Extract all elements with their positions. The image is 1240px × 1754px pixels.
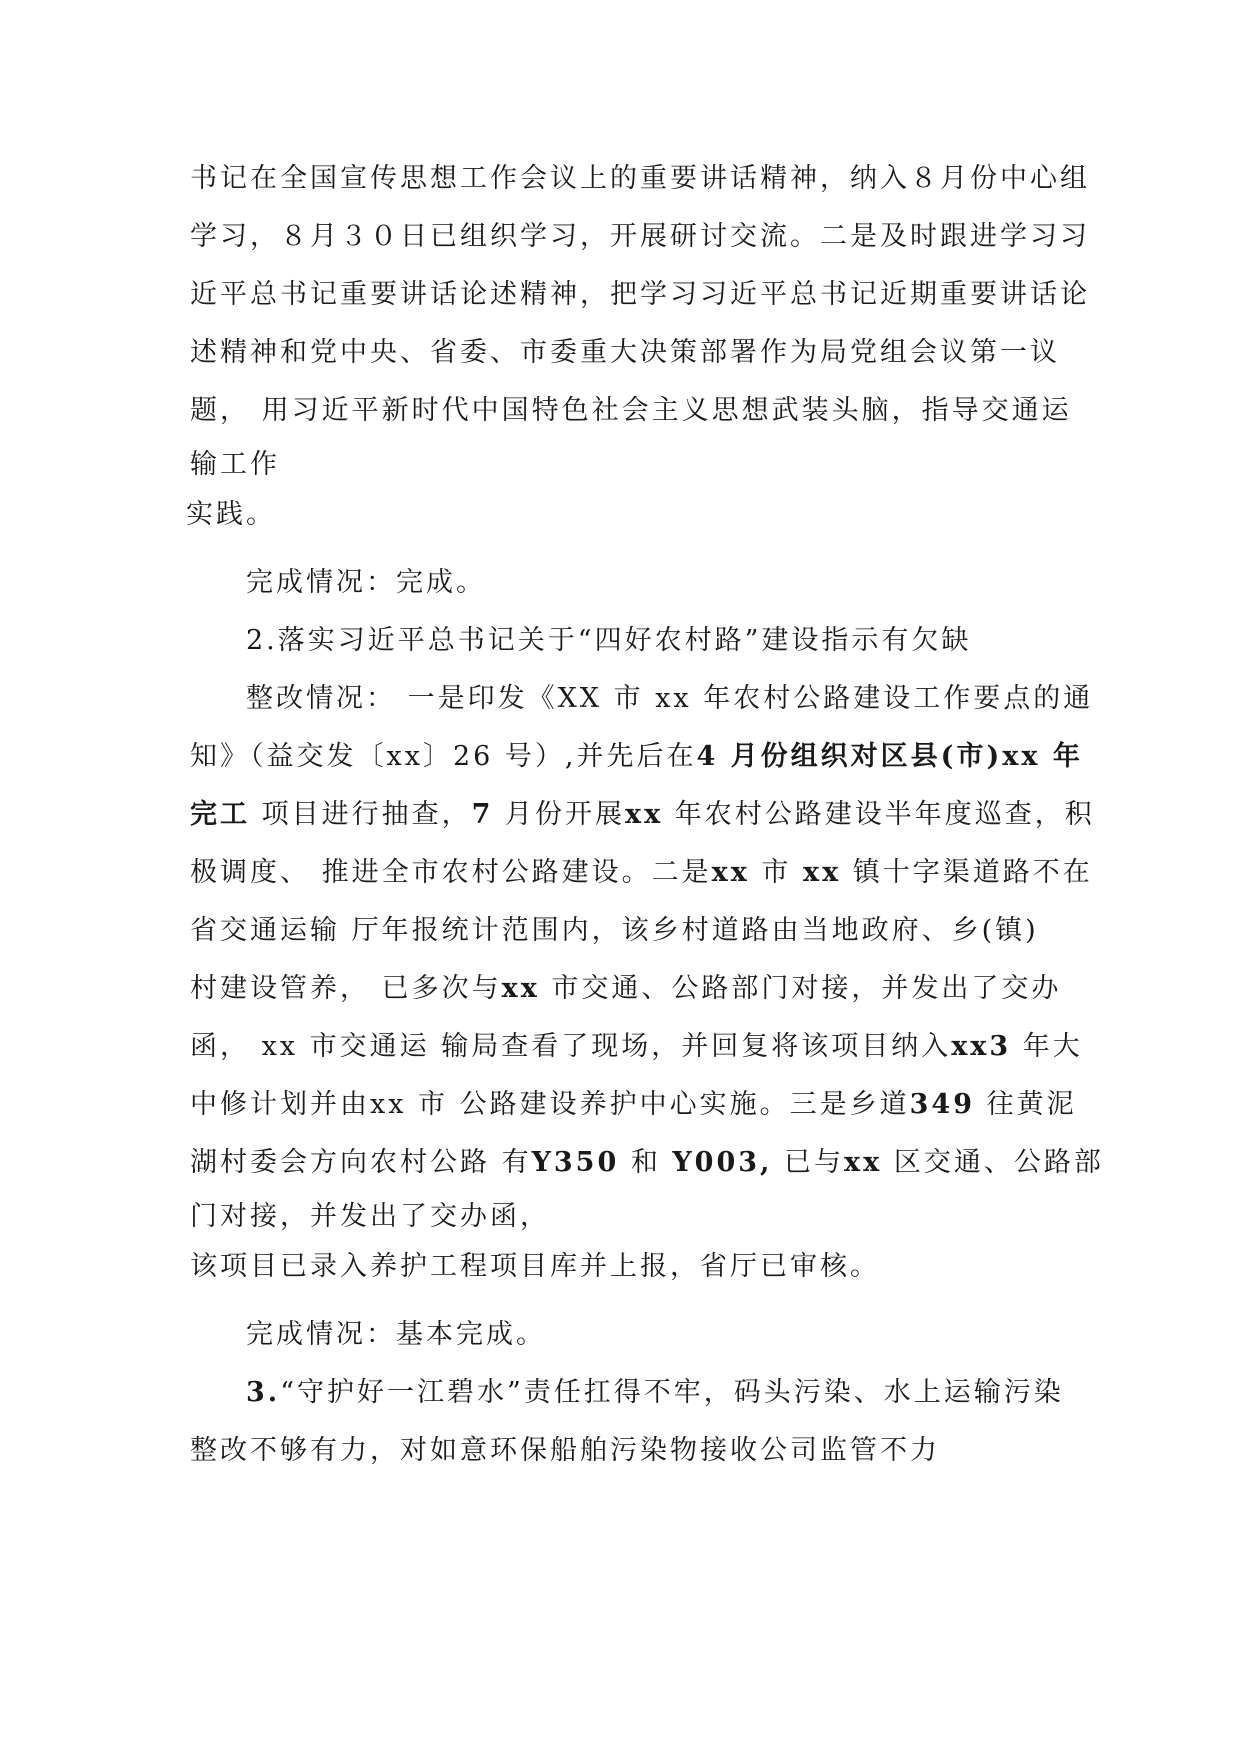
- paragraph-line: 门对接，并发出了交办函，: [190, 1201, 550, 1232]
- paragraph-line: 题， 用习近平新时代中国特色社会主义思想武装头脑，指导交通运: [190, 395, 1072, 426]
- paragraph-line: 近平总书记重要讲话论述精神，把学习习近平总书记近期重要讲话论: [190, 279, 1090, 310]
- paragraph-line: 整改情况： 一是印发《XX 市 xx 年农村公路建设工作要点的通: [246, 683, 1094, 714]
- paragraph-line: 中修计划并由xx 市 公路建设养护中心实施。三是乡道349 往黄泥: [190, 1089, 1077, 1120]
- completion-status: 完成情况：完成。: [246, 567, 486, 598]
- paragraph-line: 书记在全国宣传思想工作会议上的重要讲话精神，纳入８月份中心组: [190, 163, 1090, 194]
- item-3-heading: 3.“守护好一江碧水”责任扛得不牢，码头污染、水上运输污染: [246, 1377, 1064, 1408]
- document-body: [186, 150, 1104, 1480]
- paragraph-line: 学习，８月３０日已组织学习，开展研讨交流。二是及时跟进学习习: [190, 221, 1090, 252]
- paragraph-line: 完工 项目进行抽查，7 月份开展xx 年农村公路建设半年度巡查，积: [190, 799, 1095, 830]
- paragraph-line: 湖村委会方向农村公路 有Y350 和 Y003, 已与xx 区交通、公路部: [190, 1147, 1104, 1178]
- paragraph-line: 函， xx 市交通运 输局查看了现场，并回复将该项目纳入xx3 年大: [190, 1031, 1083, 1062]
- paragraph-line: 整改不够有力，对如意环保船舶污染物接收公司监管不力: [190, 1435, 940, 1466]
- paragraph-line: 省交通运输 厅年报统计范围内，该乡村道路由当地政府、乡(镇): [190, 915, 1039, 946]
- paragraph-line: 该项目已录入养护工程项目库并上报，省厅已审核。: [190, 1251, 880, 1282]
- paragraph-line: 述精神和党中央、省委、市委重大决策部署作为局党组会议第一议: [190, 337, 1060, 368]
- completion-status: 完成情况：基本完成。: [246, 1319, 546, 1350]
- paragraph-line: 输工作: [190, 449, 280, 480]
- paragraph-line: 知》（益交发〔xx〕26 号）,并先后在4 月份组织对区县(市)xx 年: [190, 741, 1083, 772]
- paragraph-line: 实践。: [186, 499, 276, 530]
- item-2-heading: 2.落实习近平总书记关于“四好农村路”建设指示有欠缺: [246, 625, 972, 656]
- paragraph-line: 村建设管养， 已多次与xx 市交通、公路部门对接，并发出了交办: [190, 973, 1062, 1004]
- paragraph-line: 极调度、 推进全市农村公路建设。二是xx 市 xx 镇十字渠道路不在: [190, 857, 1093, 888]
